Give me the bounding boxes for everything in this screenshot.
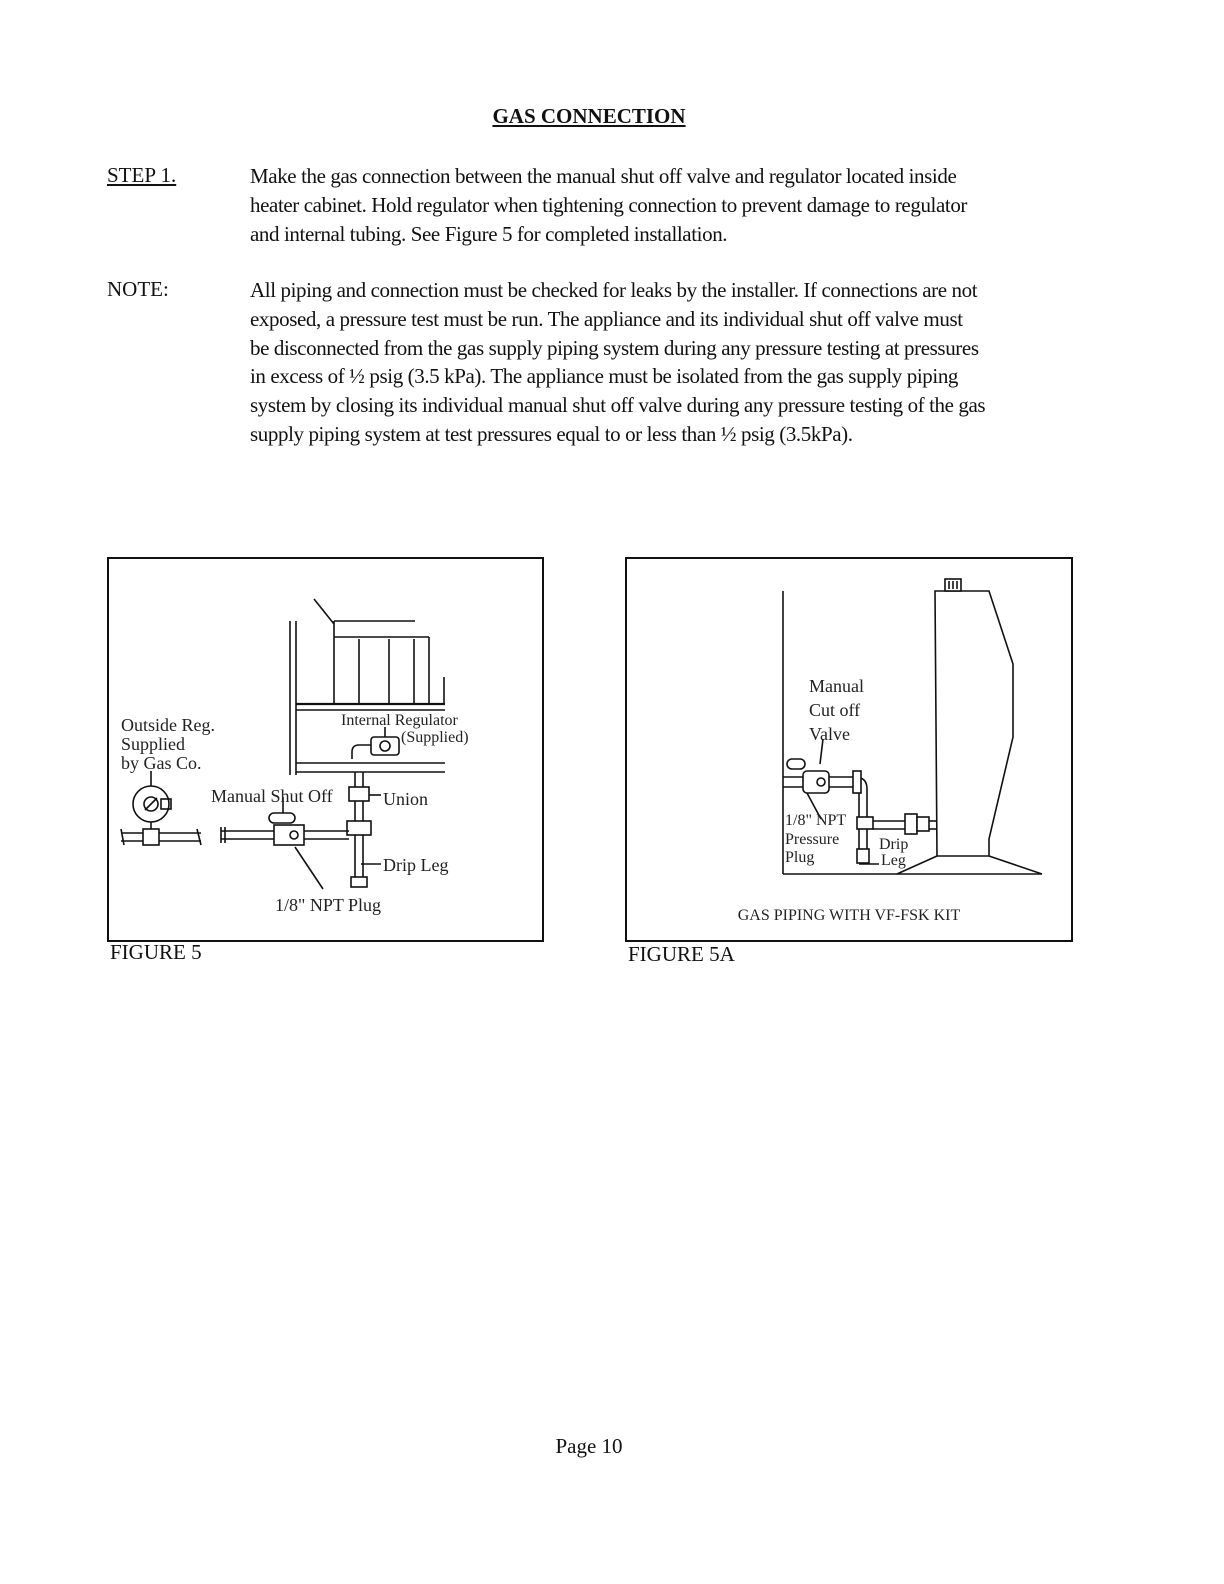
step-line: and internal tubing. See Figure 5 for completed installation.	[250, 221, 728, 246]
union-icon	[349, 787, 369, 801]
cut-off-label: Cut off	[809, 700, 861, 720]
figure-5a-frame	[625, 557, 1073, 942]
internal-regulator-label: Internal Regulator	[341, 712, 458, 729]
step-label-suffix: .	[170, 163, 177, 187]
heater-icon	[935, 591, 1013, 856]
note-line: supply piping system at test pressures equal to or less than ½ psig (3.5kPa).	[250, 421, 853, 446]
note-line: in excess of ½ psig (3.5 kPa). The appliance must be isolated from the gas supply piping	[250, 364, 959, 389]
valve-label: Valve	[809, 724, 850, 744]
figure-5-frame	[107, 557, 544, 942]
outside-reg-label: by Gas Co.	[121, 753, 202, 773]
page-title: GAS CONNECTION	[492, 104, 686, 128]
manual-shut-off-valve-icon	[274, 825, 304, 845]
internal-regulator-icon	[371, 737, 399, 755]
figure-5-diagram	[109, 559, 542, 940]
manual-shut-off-label: Manual Shut Off	[211, 786, 333, 806]
figure-5-caption: FIGURE 5	[110, 940, 202, 964]
leg-label: Leg	[881, 852, 906, 869]
step-text	[250, 162, 1070, 248]
step-line: heater cabinet. Hold regulator when tightening connection to prevent damage to regulator	[250, 192, 968, 217]
note-line: be disconnected from the gas supply piping system during any pressure testing at pressures	[250, 335, 979, 360]
figure-5a-caption: FIGURE 5A	[628, 942, 735, 966]
outside-reg-label: Supplied	[121, 734, 186, 754]
figure-5a-subtitle: GAS PIPING WITH VF-FSK KIT	[737, 907, 961, 924]
plug-label: Plug	[785, 849, 815, 866]
manual-label: Manual	[809, 676, 864, 696]
figure-5a-diagram	[627, 559, 1071, 940]
note-label: NOTE:	[107, 277, 169, 301]
drip-leg-label: Drip Leg	[383, 855, 449, 875]
note-line: system by closing its individual manual shut off valve during any pressure testing of the gas	[250, 393, 986, 418]
note-text	[250, 276, 1070, 449]
supplied-label: (Supplied)	[401, 729, 469, 746]
npt-label: 1/8" NPT	[785, 812, 847, 829]
drip-label: Drip	[879, 836, 909, 853]
union-label: Union	[383, 789, 428, 809]
step-line: Make the gas connection between the manual shut off valve and regulator located inside	[250, 164, 957, 188]
step-label-text: STEP 1	[107, 163, 171, 187]
note-line: All piping and connection must be checked for leaks by the installer. If connections are not	[250, 278, 978, 302]
note-line: exposed, a pressure test must be run. The appliance and its individual shut off valve must	[250, 306, 963, 331]
step-label	[107, 163, 176, 188]
npt-plug-label: 1/8" NPT Plug	[275, 895, 382, 915]
page-number: Page 10	[555, 1434, 623, 1458]
pressure-label: Pressure	[785, 831, 840, 848]
outside-reg-label: Outside Reg.	[121, 715, 215, 735]
